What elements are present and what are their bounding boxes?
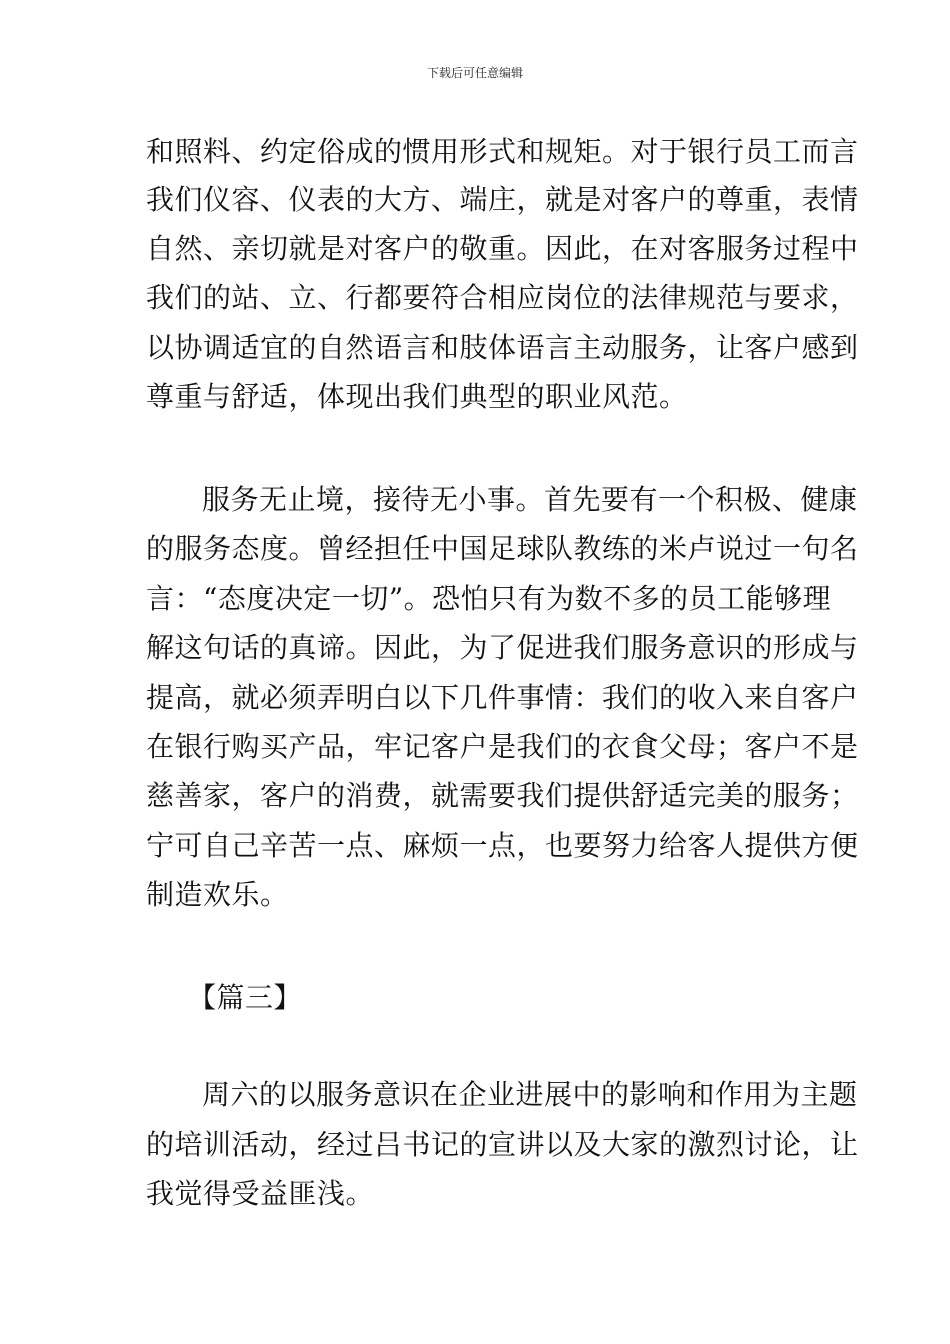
text-line: 服务无止境，接待无小事。首先要有一个积极、健康 (202, 483, 858, 516)
text-line: 制造欢乐。 (146, 878, 289, 911)
page-header-note: 下载后可任意编辑 (426, 66, 523, 80)
text-line: 的服务态度。曾经担任中国足球队教练的米卢说过一句名 (146, 532, 859, 565)
text-line: 解这句话的真谛。因此，为了促进我们服务意识的形成与 (146, 631, 859, 664)
text-line: 周六的以服务意识在企业进展中的影响和作用为主题 (202, 1078, 858, 1111)
section-title: 【篇三】 (188, 981, 303, 1014)
text-line: 我们的站、立、行都要符合相应岗位的法律规范与要求， (146, 281, 859, 314)
text-line: 我觉得受益匪浅。 (146, 1177, 375, 1210)
text-line: 提高，就必须弄明白以下几件事情：我们的收入来自客户 (146, 681, 859, 714)
text-line: 的培训活动，经过吕书记的宣讲以及大家的激烈讨论，让 (146, 1128, 859, 1161)
text-line: 尊重与舒适，体现出我们典型的职业风范。 (146, 380, 688, 413)
text-line: 宁可自己辛苦一点、麻烦一点，也要努力给客人提供方便 (146, 829, 859, 862)
text-line: 我们仪容、仪表的大方、端庄，就是对客户的尊重，表情 (146, 183, 859, 216)
text-line: 言：“态度决定一切”。恐怕只有为数不多的员工能够理 (146, 582, 832, 615)
text-line: 慈善家，客户的消费，就需要我们提供舒适完美的服务； (146, 779, 859, 812)
text-line: 自然、亲切就是对客户的敬重。因此，在对客服务过程中 (146, 232, 859, 265)
text-line: 和照料、约定俗成的惯用形式和规矩。对于银行员工而言 (146, 135, 859, 168)
text-line: 以协调适宜的自然语言和肢体语言主动服务，让客户感到 (146, 331, 859, 364)
text-line: 在银行购买产品，牢记客户是我们的衣食父母；客户不是 (146, 730, 859, 763)
